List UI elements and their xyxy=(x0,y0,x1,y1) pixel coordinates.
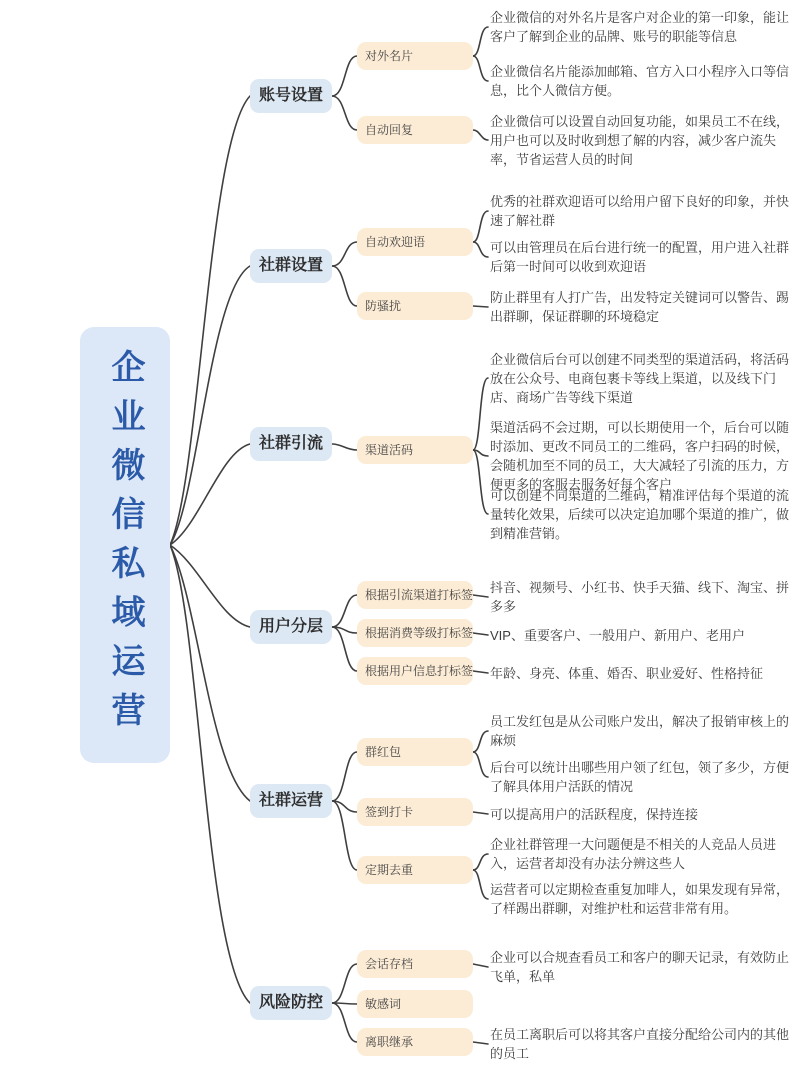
note-redpacket-account: 员工发红包是从公司账户发出，解决了报销审核上的麻烦 xyxy=(490,714,790,748)
sub-anti-spam: 防骚扰 xyxy=(357,292,473,320)
note-resign-inherit: 在员工离职后可以将其客户直接分配给公司内的其他的员工 xyxy=(490,1027,790,1061)
branch-account-settings: 账号设置 xyxy=(250,79,332,113)
note-dedup-problem: 企业社群管理一大问题便是不相关的人竞品人员进入，运营者却没有办法分辨这些人 xyxy=(490,837,777,871)
root-title: 企业微信私域运营 xyxy=(106,349,144,741)
sub-welcome-message: 自动欢迎语 xyxy=(357,228,473,256)
sub-tag-by-spending: 根据消费等级打标签 xyxy=(357,619,473,647)
sub-sensitive-words: 敏感词 xyxy=(357,990,473,1018)
note-qr-no-expire: 渠道活码不会过期，可以长期使用一个，后台可以随时添加、更改不同员工的二维码，客户扫码的时候，会随机加至不同的员工，大大减轻了引流的压力，方便更多的客服去服务好每个客户 xyxy=(490,420,790,492)
note-qr-evaluate: 可以创建不同渠道的二维码，精准评估每个渠道的流量转化效果，后续可以决定追加哪个渠道的推广，做到精准营销。 xyxy=(490,488,790,541)
branch-community-settings: 社群设置 xyxy=(250,249,332,283)
note-redpacket-stats: 后台可以统计出哪些用户领了红包，领了多少，方便了解具体用户活跃的情况 xyxy=(490,760,790,794)
sub-chat-archive: 会话存档 xyxy=(357,950,473,978)
note-card-extras: 企业微信名片能添加邮箱、官方入口小程序入口等信息，比个人微信方便。 xyxy=(490,64,790,98)
sub-resign-inherit: 离职继承 xyxy=(357,1028,473,1056)
sub-tag-by-userinfo: 根据用户信息打标签 xyxy=(357,657,473,685)
sub-tag-by-channel: 根据引流渠道打标签 xyxy=(357,581,473,609)
note-welcome-config: 可以由管理员在后台进行统一的配置，用户进入社群后第一时间可以收到欢迎语 xyxy=(490,240,790,274)
branch-community-traffic: 社群引流 xyxy=(250,427,332,461)
note-userinfo-tags: 年龄、身亮、体重、婚否、职业爱好、性格持征 xyxy=(490,666,764,681)
branch-user-segmentation: 用户分层 xyxy=(250,610,332,644)
root-node xyxy=(80,327,170,763)
note-qr-channels: 企业微信后台可以创建不同类型的渠道活码，将活码放在公众号、电商包裹卡等线上渠道，以及线下门店、商场广告等线下渠道 xyxy=(490,352,790,405)
sub-auto-reply: 自动回复 xyxy=(357,116,473,144)
note-dedup-check: 运营者可以定期检查重复加啡人，如果发现有异常，了样踢出群聊，对维护杜和运营非常有用。 xyxy=(490,882,790,916)
note-auto-reply: 企业微信可以设置自动回复功能，如果员工不在线，用户也可以及时收到想了解的内容，减少客户流失率，节省运营人员的时间 xyxy=(490,114,790,167)
note-anti-spam: 防止群里有人打广告，出发特定关键词可以警告、踢出群聊，保证群聊的环境稳定 xyxy=(490,290,790,324)
note-checkin-activity: 可以提高用户的活跃程度，保持连接 xyxy=(490,807,699,822)
branch-risk-control: 风险防控 xyxy=(250,986,332,1020)
sub-channel-qr-code: 渠道活码 xyxy=(357,436,473,464)
sub-dedup: 定期去重 xyxy=(357,856,473,884)
note-chat-archive: 企业可以合规查看员工和客户的聊天记录，有效防止飞单，私单 xyxy=(490,950,790,984)
note-welcome-impression: 优秀的社群欢迎语可以给用户留下良好的印象，并快速了解社群 xyxy=(490,194,790,228)
branch-community-operation: 社群运营 xyxy=(250,784,332,818)
note-card-first-impression: 企业微信的对外名片是客户对企业的第一印象，能让客户了解到企业的品牌、账号的职能等信息 xyxy=(490,10,790,44)
sub-group-redpacket: 群红包 xyxy=(357,738,473,766)
note-spending-tags: VIP、重要客户、一般用户、新用户、老用户 xyxy=(490,628,745,643)
sub-checkin: 签到打卡 xyxy=(357,798,473,826)
sub-business-card: 对外名片 xyxy=(357,42,473,70)
note-channel-tags: 抖音、视频号、小红书、快手天猫、线下、淘宝、拼多多 xyxy=(490,580,790,614)
